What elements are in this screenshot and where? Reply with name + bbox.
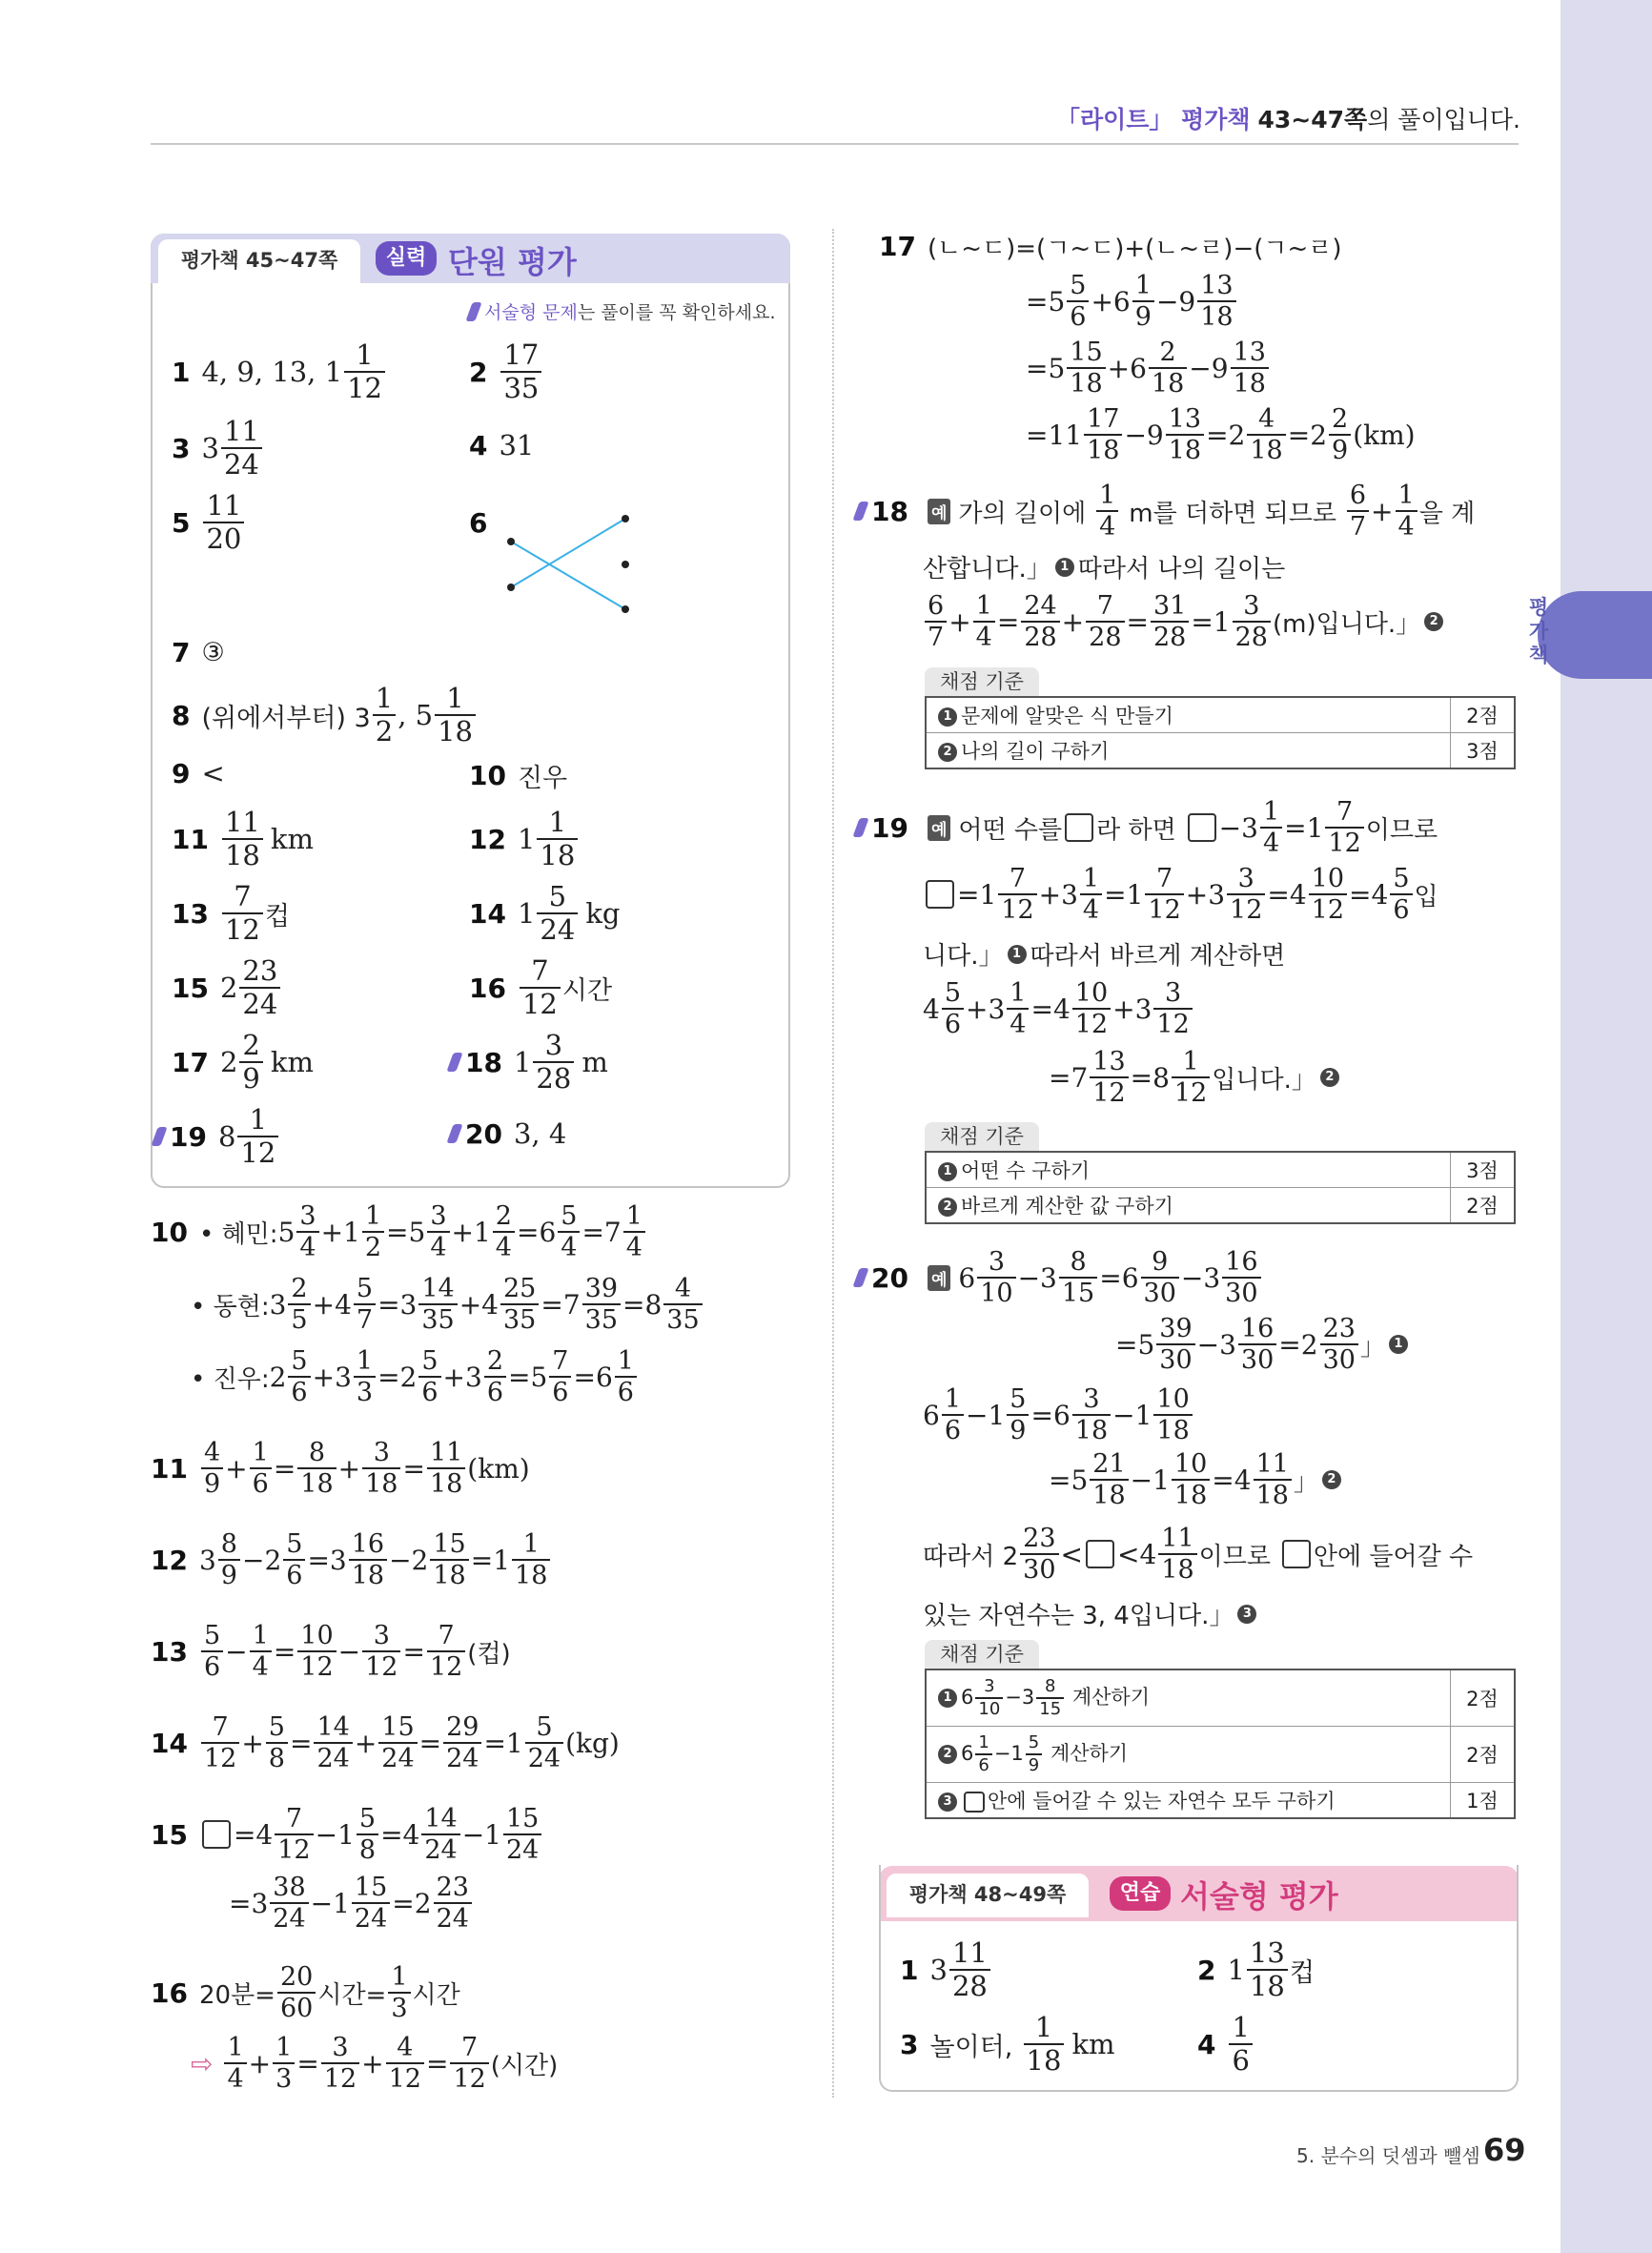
solution-10-line-3: • 진우: 2 $\frac{5}{6}$ +3 $\frac{1}{3}$ =2 $\frac{5}{6}$ +3 $\frac{2}{6}$ =5 $\frac{7}{6}$ =6 $\frac{1}{6}$ [191, 1348, 639, 1405]
solution-15-line-1: 15 =4 $\frac{7}{12}$ −1 $\frac{5}{8}$ =4 $\frac{14}{24}$ −1 $\frac{15}{24}$ [151, 1806, 543, 1863]
solution-18-line-3: $\frac{6}{7}$ + $\frac{1}{4}$ = $\frac{24}{28}$ + $\frac{7}{28}$ = $\frac{31}{28}$ =1 $\frac{3}{28}$ (m)입니다.」 2 [923, 593, 1447, 650]
solution-19-line-5: =7 $\frac{13}{12}$ =8 $\frac{1}{12}$ 입니다.」 2 [1049, 1049, 1343, 1106]
answer-11: 11 $\frac{11}{18}$ km [172, 806, 314, 871]
box2-title: 서술형 평가 [1180, 1878, 1338, 1915]
answer-18: 18 1 $\frac{3}{28}$ m [450, 1032, 608, 1093]
rubric-20: 채점 기준 1 6 $\frac{3}{10}$ −3 $\frac{8}{15}$ 계산하기 2점 2 6 $\frac{1}{6}$ −1 $\frac{5}{9}$ 계산하기 2점 3 안에 들어갈 수 있는 자연수 모두 구하기 1점 [925, 1640, 1518, 1825]
blank-box [202, 1820, 231, 1849]
badge-silryeok: 실력 [376, 241, 437, 276]
answer-4: 4 31 [469, 429, 535, 461]
side-label: 평가책 [1528, 596, 1549, 666]
solution-17-head: 17 (ㄴ~ㄷ)=(ㄱ~ㄷ)+(ㄴ~ㄹ)−(ㄱ~ㄹ) [879, 231, 1342, 263]
solution-10-line-2: • 동현: 3 $\frac{2}{5}$ +4 $\frac{5}{7}$ =3 $\frac{14}{35}$ +4 $\frac{25}{35}$ =7 $\frac{39}{35}$ =8 $\frac{4}{35}$ [191, 1276, 704, 1333]
header-book: 「라이트」 평가책 [1055, 106, 1251, 133]
solution-16-line-1: 16 20분= $\frac{20}{60}$ 시간= $\frac{1}{3}$ 시간 [151, 1962, 460, 2023]
solution-18-line-2: 산합니다.」 1 따라서 나의 길이는 [923, 555, 1286, 584]
solution-17-line-3: =11 $\frac{17}{18}$ −9 $\frac{13}{18}$ =2 $\frac{4}{18}$ =2 $\frac{2}{9}$ (km) [1026, 404, 1416, 465]
page-tab-2: 평가책 48~49쪽 [887, 1874, 1089, 1917]
header-suffix: 의 풀이입니다. [1367, 106, 1520, 133]
pen-icon [852, 818, 868, 837]
arrow-right-icon: ⇨ [191, 2047, 214, 2079]
solution-19-line-1: 19 예 어떤 수를 라 하면 −3 $\frac{1}{4}$ =1 $\frac{7}{12}$ 이므로 [856, 799, 1438, 856]
header-rule [151, 143, 1519, 145]
solution-12: 12 3 $\frac{8}{9}$ −2 $\frac{5}{6}$ =3 $\frac{16}{18}$ −2 $\frac{15}{18}$ =1 $\frac{1}{18}$ [151, 1531, 552, 1588]
solution-19-line-2: =1 $\frac{7}{12}$ +3 $\frac{1}{4}$ =1 $\frac{7}{12}$ +3 $\frac{3}{12}$ =4 $\frac{10}{12}$ =4 $\frac{5}{6}$ 입 [923, 866, 1438, 923]
badge-yeonseup: 연습 [1110, 1876, 1171, 1911]
side-tab [1538, 591, 1652, 679]
answer-20: 20 3, 4 [450, 1117, 566, 1150]
header-pages: 43~47쪽 [1257, 106, 1368, 133]
solution-18-line-1: 18 예 가의 길이에 $\frac{1}{4}$ m를 더하면 되므로 $\frac{6}{7}$ + $\frac{1}{4}$ 을 계 [856, 482, 1475, 540]
essay-answer-1: 1 3 $\frac{11}{28}$ [900, 1939, 992, 2000]
essay-note: 서술형 문제는 풀이를 꼭 확인하세요. [469, 298, 776, 324]
pen-icon [852, 1268, 868, 1287]
answer-5: 5 $\frac{11}{20}$ [172, 492, 246, 553]
solution-17-line-2: =5 $\frac{15}{18}$ +6 $\frac{2}{18}$ −9 $\frac{13}{18}$ [1026, 339, 1271, 397]
answer-16: 16 $\frac{7}{12}$ 시간 [469, 954, 613, 1020]
solution-20-line-3: 6 $\frac{1}{6}$ −1 $\frac{5}{9}$ =6 $\frac{3}{18}$ −1 $\frac{10}{18}$ [923, 1386, 1194, 1444]
solution-20-line-5: 따라서 2 $\frac{23}{30}$ < <4 $\frac{11}{18}$ 이므로 안에 들어갈 수 [923, 1524, 1474, 1585]
page-header [1030, 101, 1520, 135]
solution-16-line-2: ⇨ $\frac{1}{4}$ + $\frac{1}{3}$ = $\frac{3}{12}$ + $\frac{4}{12}$ = $\frac{7}{12}$ (시간) [191, 2033, 559, 2094]
solution-10-line-1: 10 • 혜민: 5 $\frac{3}{4}$ +1 $\frac{1}{2}$ =5 $\frac{3}{4}$ +1 $\frac{2}{4}$ =6 $\frac{5}{4}$ =7 $\frac{1}{4}$ [151, 1203, 647, 1260]
solution-14: 14 $\frac{7}{12}$ + $\frac{5}{8}$ = $\frac{14}{24}$ + $\frac{15}{24}$ = $\frac{29}{24}$ =1 $\frac{5}{24}$ (kg) [151, 1712, 620, 1773]
answer-9: 9 < [172, 757, 225, 789]
solution-20-line-4: =5 $\frac{21}{18}$ −1 $\frac{10}{18}$ =4 $\frac{11}{18}$ 」 2 [1049, 1451, 1345, 1508]
answer-2: 2 $\frac{17}{35}$ [469, 341, 543, 402]
answer-6: 6 [469, 507, 488, 539]
page-tab: 평가책 45~47쪽 [158, 239, 360, 283]
solution-20-line-6: 있는 자연수는 3, 4입니다.」 3 [923, 1596, 1260, 1631]
solution-20-line-1: 20 예 6 $\frac{3}{10}$ −3 $\frac{8}{15}$ =6 $\frac{9}{30}$ −3 $\frac{16}{30}$ [856, 1249, 1263, 1306]
answer-7: 7 ③ [172, 637, 225, 668]
solution-17-line-1: =5 $\frac{5}{6}$ +6 $\frac{1}{9}$ −9 $\frac{13}{18}$ [1026, 273, 1238, 330]
solution-19-line-3: 니다.」 1 따라서 바르게 계산하면 [923, 942, 1286, 971]
answer-1: 1 4, 9, 13, 1 $\frac{1}{12}$ [172, 341, 387, 402]
rubric-19: 채점 기준 1 어떤 수 구하기 3점 2 바르게 계산한 값 구하기 2점 [925, 1122, 1518, 1235]
side-band [1560, 0, 1652, 2253]
answer-3: 3 3 $\frac{11}{24}$ [172, 418, 264, 479]
chapter-footer: 5. 분수의 덧셈과 뺄셈 [1296, 2144, 1480, 2167]
rubric-18: 채점 기준 1 문제에 알맞은 식 만들기 2점 2 나의 길이 구하기 3점 [925, 667, 1518, 780]
answer-8: 8 (위에서부터) 3 $\frac{1}{2}$ , 5 $\frac{1}{18}$ [172, 685, 478, 746]
solution-13: 13 $\frac{5}{6}$ − $\frac{1}{4}$ = $\frac{10}{12}$ − $\frac{3}{12}$ = $\frac{7}{12}$ (컵) [151, 1621, 511, 1682]
matching-lines-diagram [503, 509, 637, 614]
pen-icon [852, 502, 868, 521]
essay-answer-4: 4 $\frac{1}{6}$ [1197, 2014, 1254, 2075]
solution-19-line-4: 4 $\frac{5}{6}$ +3 $\frac{1}{4}$ =4 $\frac{10}{12}$ +3 $\frac{3}{12}$ [923, 980, 1194, 1037]
answer-17: 17 2 $\frac{2}{9}$ km [172, 1029, 314, 1095]
answer-19: 19 8 $\frac{1}{12}$ [154, 1106, 280, 1167]
essay-answer-2: 2 1 $\frac{13}{18}$ 컵 [1197, 1936, 1315, 2002]
answer-13: 13 $\frac{7}{12}$ 컵 [172, 880, 290, 946]
answer-15: 15 2 $\frac{23}{24}$ [172, 957, 282, 1018]
column-divider [832, 229, 834, 2098]
solution-20-line-2: =5 $\frac{39}{30}$ −3 $\frac{16}{30}$ =2 $\frac{23}{30}$ 」 1 [1115, 1316, 1412, 1373]
solution-11: 11 $\frac{4}{9}$ + $\frac{1}{6}$ = $\frac{8}{18}$ + $\frac{3}{18}$ = $\frac{11}{18}$ (km) [151, 1438, 530, 1499]
answer-14: 14 1 $\frac{5}{24}$ kg [469, 880, 621, 946]
page-number: 69 [1483, 2132, 1526, 2168]
box-title: 단원 평가 [448, 244, 577, 280]
solution-15-line-2: =3 $\frac{38}{24}$ −1 $\frac{15}{24}$ =2 $\frac{23}{24}$ [229, 1874, 474, 1932]
answer-10: 10 진우 [469, 760, 568, 793]
answer-12: 12 1 $\frac{1}{18}$ [469, 809, 580, 870]
essay-answer-3: 3 놀이터, $\frac{1}{18}$ km [900, 2011, 1115, 2077]
